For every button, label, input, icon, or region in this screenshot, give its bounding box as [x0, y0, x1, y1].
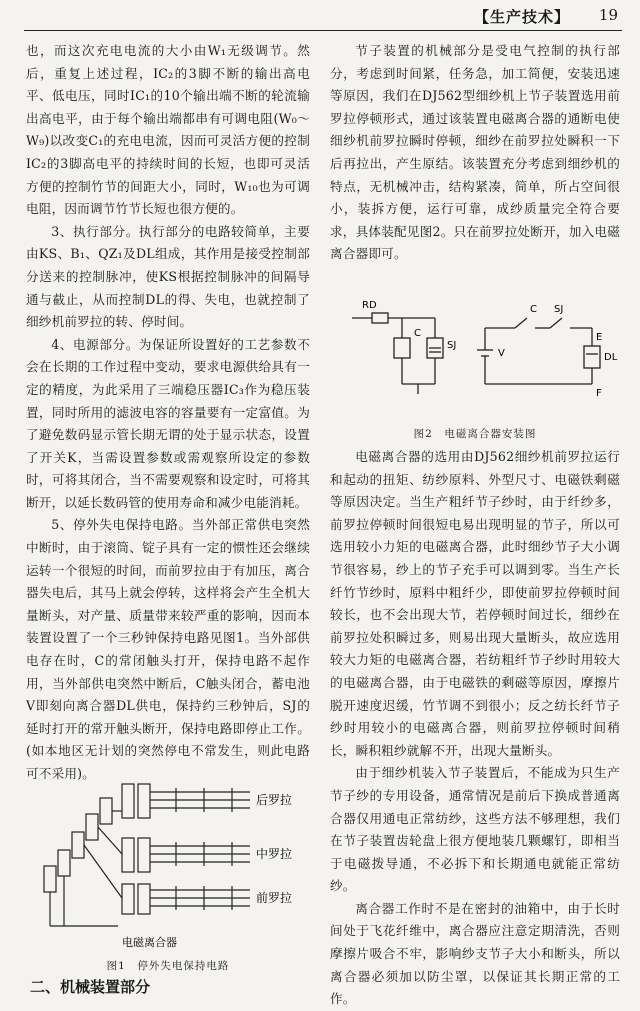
label-c-right: C [530, 304, 537, 315]
label-f: F [596, 388, 602, 399]
figure-1-caption: 图1 停外失电保持电路 [106, 960, 230, 972]
left-column [26, 40, 310, 786]
paragraph: 离合器工作时不是在密封的油箱中，由于长时间处于飞花纤维中，离合器应注意定期清洗，否则摩擦片吸合不牢，影响纱支节子大小和断头，所以离合器必须加以防尘罩，以保证其长期正常的工作。 [330, 900, 620, 1007]
header-rule [24, 30, 622, 31]
label-v: V [498, 348, 505, 359]
label-rear-roller: 后罗拉 [256, 793, 293, 807]
paragraph: 由于细纱机装入节子装置后，不能成为只生产节子纱的专用设备，通常情况是前后下换成普通离合器仅用通电正常纺纱，这些方法不够理想，我们在节子装置齿轮盘上很方便地装几颗螺钉，即相当于电磁拨导通，不必拆下和长期通电就能正常纺纱。 [330, 765, 620, 894]
figure-2-caption: 图2 电磁离合器安装图 [413, 428, 537, 440]
label-clutch: 电磁离合器 [122, 936, 177, 949]
label-front-roller: 前罗拉 [256, 891, 293, 905]
label-sj-right: SJ [554, 304, 564, 315]
label-c-left: C [414, 328, 421, 339]
label-rd: RD [362, 300, 377, 311]
paragraph: 4、电源部分。为保证所设置好的工艺参数不会在长期的工作过程中变动，要求电源供给具有一定的精度，为此采用了三端稳压器IC₃作为稳压装置，同时所用的滤波电容的容量要有一定富值。为了避免数码显示管长期无谓的处于显示状态，设置了开关K，当需设置参数或需观察所设定的参数时，可将其闭合，当不需要观察和设定时，可将其断开，以延长数码管的使用寿命和减少电能消耗。 [26, 336, 310, 510]
right-column-top [330, 40, 620, 266]
figure-2 [330, 290, 620, 440]
right-column-bottom [330, 446, 620, 1011]
section-label: 【生产技术】 [473, 8, 570, 26]
label-e: E [596, 332, 603, 343]
section-title: 二、机械装置部分 [30, 978, 151, 996]
figure-1-diagram [26, 758, 310, 958]
figure-1 [26, 758, 310, 963]
figure-2-diagram [330, 290, 620, 430]
paragraph: 也，而这次充电电流的大小由W₁无级调节。然后，重复上述过程，IC₂的3脚不断的输出高电平、低电压，同时IC₁的10个输出端不断的轮流输出高电平，由于每个输出端都串有可调电阻(W₀～W₉)以改变C₁的充电电流，因而可灵活方便的控制IC₂的3脚高电平的持续时间的长短，也即可灵活方便的控制竹节的间距大小，同时，W₁₀也为可调电阻，因而调节竹节长短也很方便的。 [26, 43, 310, 217]
label-sj-left: SJ [447, 340, 457, 351]
paragraph: 电磁离合器的选用由DJ562细纱机前罗拉运行和起动的扭矩、纺纱原料、外型尺寸、电磁铁剩磁等原因决定。当生产粗纤节子纱时，由于纤纱多，前罗拉停顿时间很短电易出现明显的节子，所以可选用较小力矩的电磁离合器，此时细纱节子大小调节很容易，纱上的节子充手可以调到零。当生产长纤竹节纱时，原料中粗纤少，即使前罗拉停顿时间较长，也不会出现大节，若停顿时间过长，细纱在前罗拉处积瞬过多，则易出现大量断头，故应选用较大力矩的电磁离合器，若纺粗纤节子纱时用较大的电磁离合器，由于电磁铁的剩磁等原因，摩擦片脱开速度迟缓，竹节调不到很小；反之纺长纤节子纱时用较小的电磁离合器，则前罗拉停顿时间稍长，瞬积粗纱就解不开，出现大量断头。 [330, 449, 620, 758]
paragraph: 5、停外失电保持电路。当外部正常供电突然中断时，由于滚筒、锭子具有一定的惯性还会继续运转一个很短的时间，而前罗拉由于有加压，离合器失电后，其马上就会停转，这样将会产生全机大量断头，对产量、质量带来较严重的影响，因而本装置设置了一个三秒钟保持电路见图1。当外部供电存在时，C的常闭触头打开，保持电路不起作用，当外部供电突然中断后，C触头闭合，蓄电池V即刻向离合器DL供电，保持约三秒钟后，SJ的延时打开的常开触头断开，保持电路即停止工作。(如本地区无计划的突然停电不常发生，则此电路可不采用)。 [26, 517, 310, 781]
page-header [0, 0, 640, 36]
paragraph: 节子装置的机械部分是受电气控制的执行部分，考虑到时间紧，任务急，加工简便，安装迅速等原因，我们在DJ562型细纱机上节子装置选用前罗拉停顿形式，通过该装置电磁离合器的通断电使细纱机前罗拉瞬时停顿，细纱在前罗拉处瞬积一下后再拉出，产生原结。该装置充分考虑到细纱机的特点，无机械冲击，结构紧凑，简单，所占空间很小，装拆方便，运行可靠，成纱质量完全符合要求，具体装配见图2。只在前罗拉处断开，加入电磁离合器即可。 [330, 43, 620, 262]
label-middle-roller: 中罗拉 [256, 847, 293, 861]
page-number: 19 [598, 6, 618, 24]
label-dl: DL [604, 352, 618, 363]
paragraph: 3、执行部分。执行部分的电路较简单，主要由KS、B₁、QZ₁及DL组成，其作用是接受控制部分送来的控制脉冲，使KS根据控制脉冲的间隔导通与截止，从而控制DL的得、失电，也就控制了细纱机前罗拉的转、停时间。 [26, 223, 310, 330]
